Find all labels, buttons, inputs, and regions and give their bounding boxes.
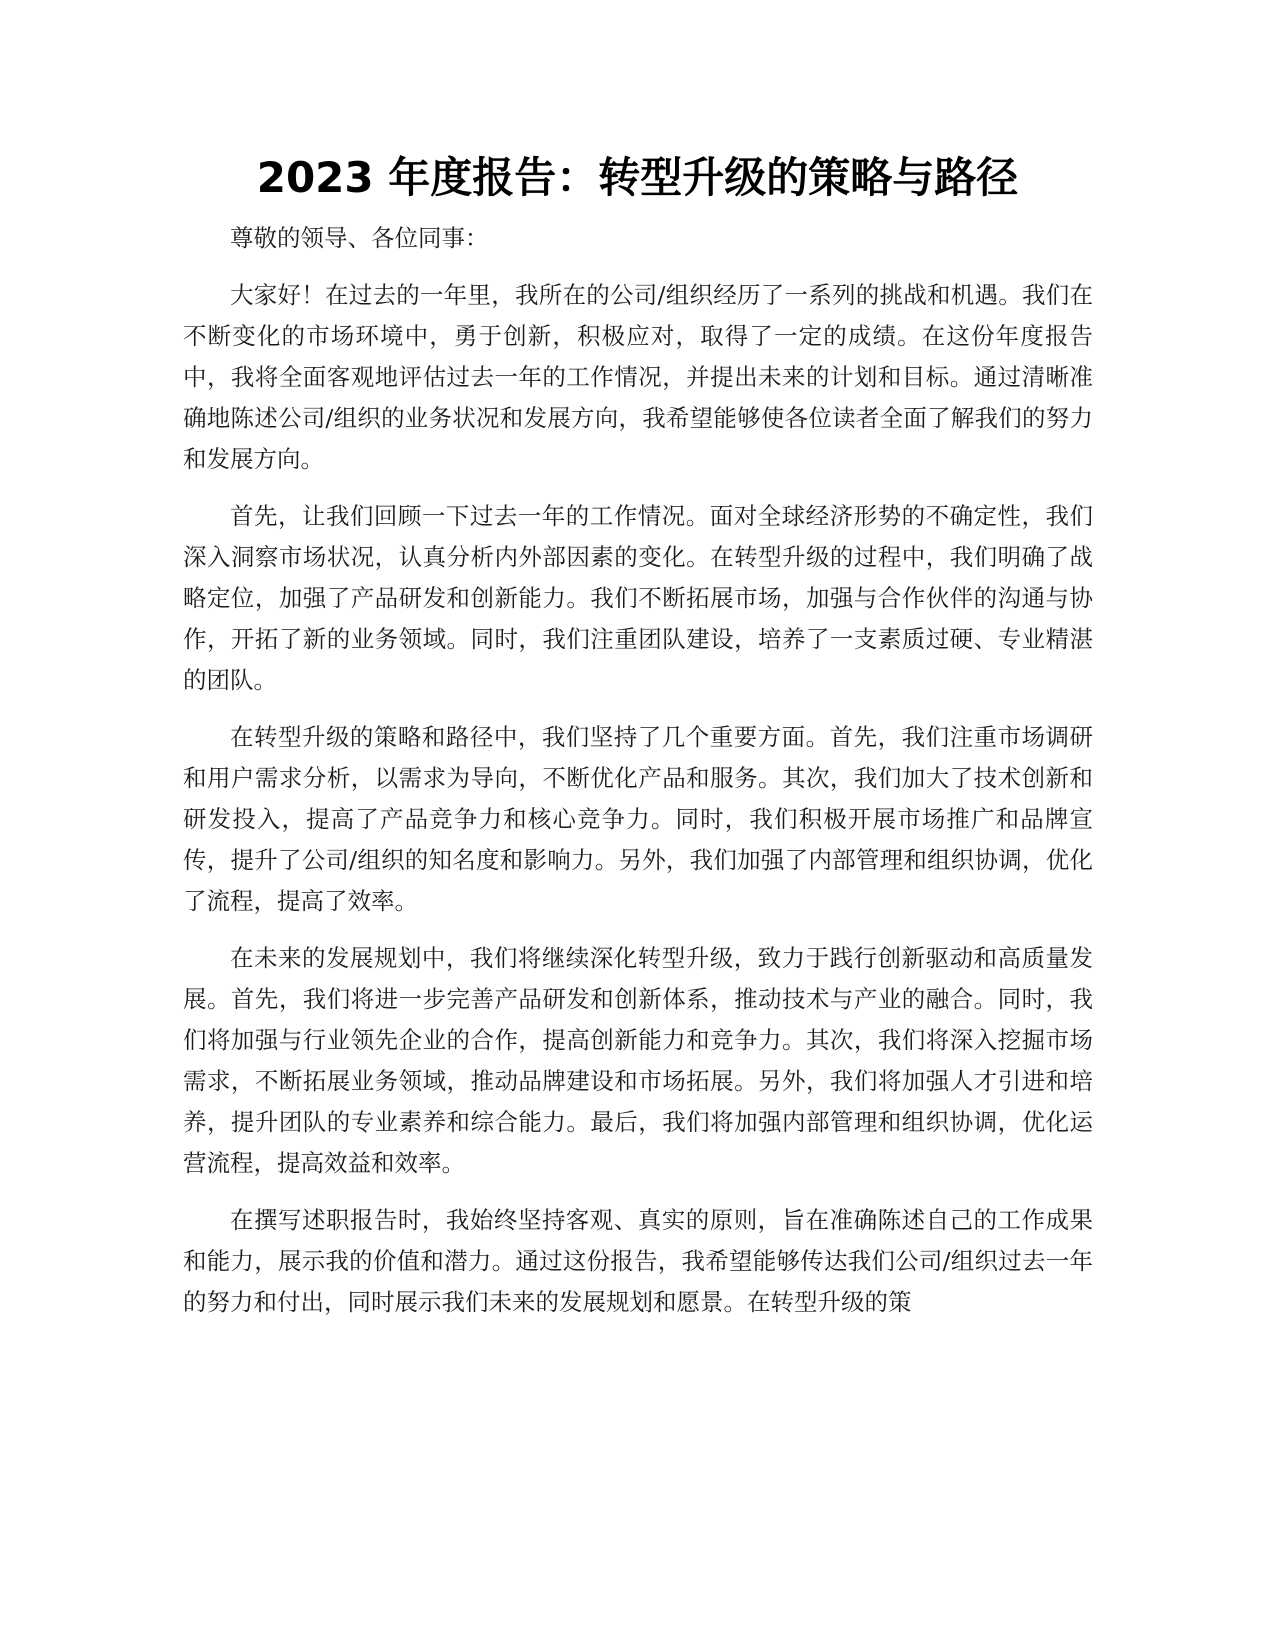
paragraph-review: 首先，让我们回顾一下过去一年的工作情况。面对全球经济形势的不确定性，我们深入洞察市场状况，认真分析内外部因素的变化。在转型升级的过程中，我们明确了战略定位，加强了产品研发和创新能力。我们不断拓展市场，加强与合作伙伴的沟通与协作，开拓了新的业务领域。同时，我们注重团队建设，培养了一支素质过硬、专业精湛的团队。	[183, 502, 1093, 694]
paragraph-greeting: 大家好！在过去的一年里，我所在的公司/组织经历了一系列的挑战和机遇。我们在不断变化的市场环境中，勇于创新，积极应对，取得了一定的成绩。在这份年度报告中，我将全面客观地评估过去一年的工作情况，并提出未来的计划和目标。通过清晰准确地陈述公司/组织的业务状况和发展方向，我希望能够使各位读者全面了解我们的努力和发展方向。	[183, 281, 1093, 473]
paragraph-closing: 在撰写述职报告时，我始终坚持客观、真实的原则，旨在准确陈述自己的工作成果和能力，展示我的价值和潜力。通过这份报告，我希望能够传达我们公司/组织过去一年的努力和付出，同时展示我们未来的发展规划和愿景。在转型升级的策	[183, 1206, 1093, 1316]
paragraph-strategy: 在转型升级的策略和路径中，我们坚持了几个重要方面。首先，我们注重市场调研和用户需求分析，以需求为导向，不断优化产品和服务。其次，我们加大了技术创新和研发投入，提高了产品竞争力和核心竞争力。同时，我们积极开展市场推广和品牌宣传，提升了公司/组织的知名度和影响力。另外，我们加强了内部管理和组织协调，优化了流程，提高了效率。	[183, 723, 1093, 915]
salutation: 尊敬的领导、各位同事：	[230, 224, 489, 252]
document-body	[183, 218, 1093, 1339]
document-title: 2023 年度报告：转型升级的策略与路径	[256, 153, 1019, 202]
paragraph-future-plan: 在未来的发展规划中，我们将继续深化转型升级，致力于践行创新驱动和高质量发展。首先，我们将进一步完善产品研发和创新体系，推动技术与产业的融合。同时，我们将加强与行业领先企业的合作，提高创新能力和竞争力。其次，我们将深入挖掘市场需求，不断拓展业务领域，推动品牌建设和市场拓展。另外，我们将加强人才引进和培养，提升团队的专业素养和综合能力。最后，我们将加强内部管理和组织协调，优化运营流程，提高效益和效率。	[183, 944, 1093, 1177]
